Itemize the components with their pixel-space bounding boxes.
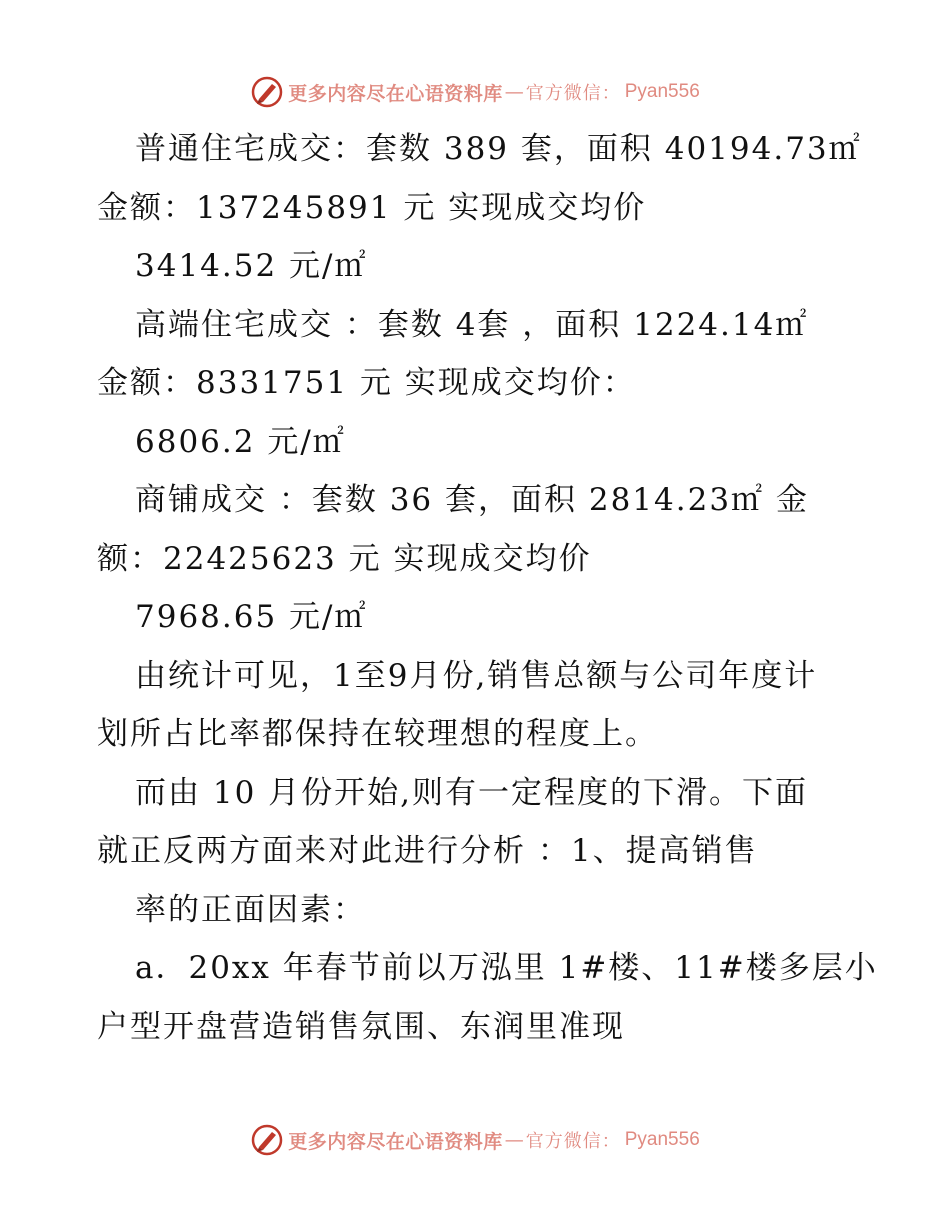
watermark-site-text: 更多内容尽在心语资料库 bbox=[288, 82, 503, 105]
watermark-header bbox=[0, 72, 950, 112]
text-line: 金额：8331751 元 实现成交均价： bbox=[97, 365, 636, 401]
text-line: 由统计可见，1至9月份,销售总额与公司年度计 bbox=[135, 657, 818, 694]
text-line: 而由 10 月份开始,则有一定程度的下滑。下面 bbox=[135, 774, 809, 811]
document-body bbox=[97, 120, 878, 1056]
watermark-wechat-label: 官方微信： bbox=[525, 83, 621, 104]
text-line: 划所占比率都保持在较理想的程度上。 bbox=[97, 716, 658, 752]
watermark-footer bbox=[0, 1120, 950, 1160]
text-line: 户型开盘营造销售氛围、东润里准现 bbox=[97, 1008, 625, 1045]
text-line: 6806.2 元/㎡ bbox=[135, 423, 346, 460]
watermark-wechat-id: Pyan556 bbox=[624, 81, 700, 102]
text-line: 普通住宅成交：套数 389 套，面积 40194.73㎡ bbox=[135, 131, 862, 167]
watermark-dash: — bbox=[504, 1129, 524, 1151]
watermark-wechat-id: Pyan556 bbox=[624, 1129, 700, 1150]
text-line: 商铺成交 ：套数 36 套，面积 2814.23㎡ 金 bbox=[135, 482, 809, 518]
text-line: 高端住宅成交 ：套数 4套 ，面积 1224.14㎡ bbox=[135, 306, 809, 343]
pen-logo-icon bbox=[250, 75, 284, 109]
watermark-wechat-label: 官方微信： bbox=[525, 1131, 621, 1152]
text-line: 率的正面因素： bbox=[135, 891, 366, 928]
watermark-site-text: 更多内容尽在心语资料库 bbox=[288, 1130, 503, 1153]
text-line: a．20xx 年春节前以万泓里 1#楼、11#楼多层小 bbox=[135, 950, 878, 986]
text-line: 金额：137245891 元 实现成交均价 bbox=[97, 189, 647, 226]
text-line: 就正反两方面来对此进行分析 ：1、提高销售 bbox=[97, 833, 758, 869]
text-line: 7968.65 元/㎡ bbox=[135, 599, 368, 635]
text-line: 3414.52 元/㎡ bbox=[135, 248, 368, 284]
text-line: 额：22425623 元 实现成交均价 bbox=[97, 540, 592, 577]
pen-logo-icon bbox=[250, 1123, 284, 1157]
watermark-dash: — bbox=[504, 81, 524, 103]
